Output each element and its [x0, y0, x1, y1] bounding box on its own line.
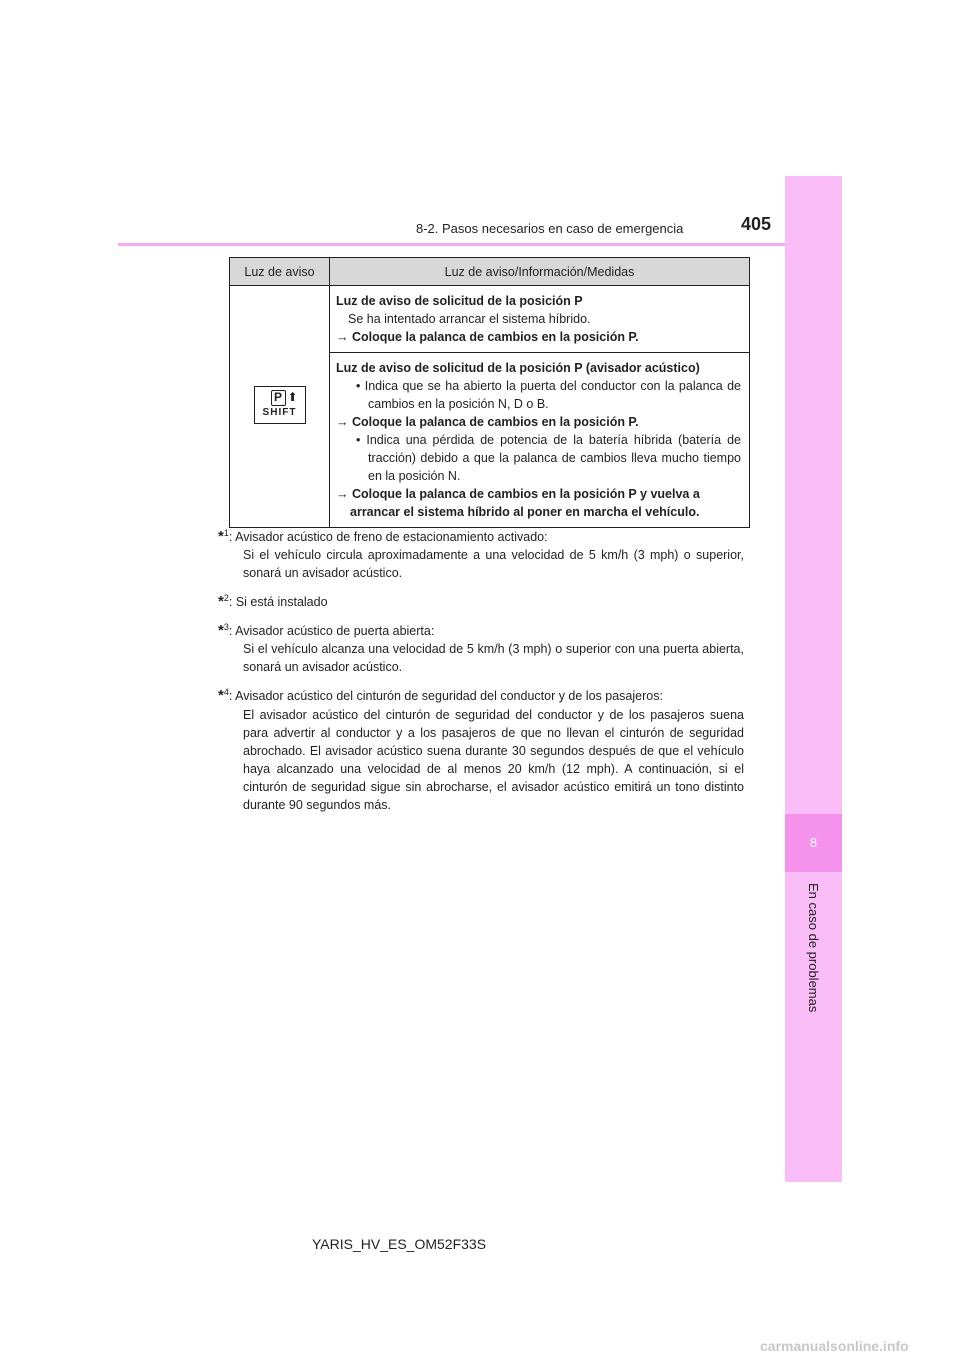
footnote: *$^3$: Avisador acústico de puerta abierta: Si el vehículo alcanza una velocidad de 5 km/h (3 mph) o superior con una puerta abierta, sonará un avisador acústico.: [218, 622, 744, 675]
column-header-light: Luz de aviso: [230, 258, 330, 286]
chapter-title-tab: [785, 883, 842, 1013]
row-action: → Coloque la palanca de cambios en la posición P.: [336, 330, 639, 344]
footnote: *$^2$: Si está instalado: [218, 593, 328, 611]
page-number: 405: [741, 214, 772, 234]
footnote: *$^4$: Avisador acústico del cinturón de seguridad del conductor y de los pasajeros: El avisador acústico del cinturón de seguridad del conductor y de los pasajeros suena para advertir al conductor y a los pasajeros de que no llevan el cinturón de seguridad abrochado. El avisador acústico suena durante 30 segundos después de que el vehículo haya alcanzado una velocidad de al menos 20 km/h (12 mph). A continuación, si el cinturón de seguridad sigue sin abrocharse, el avisador acústico emitirá un tono distinto durante 90 segundos más.: [218, 687, 744, 812]
row-heading: Luz de aviso de solicitud de la posición P (avisador acústico): [336, 361, 700, 375]
row-description: Se ha intentado arrancar el sistema híbrido.: [348, 312, 591, 326]
header-divider: [118, 243, 842, 246]
asterisk-mark: *: [218, 528, 224, 546]
row-heading: Luz de aviso de solicitud de la posición P: [336, 294, 583, 308]
row-action: → Coloque la palanca de cambios en la posición P y vuelva a arrancar el sistema híbrido al poner en marcha el vehículo.: [336, 487, 700, 519]
info-cell: [330, 353, 750, 528]
footnote-body: Si el vehículo alcanza una velocidad de 5 km/h (3 mph) o superior con una puerta abierta, sonará un avisador acústico.: [243, 642, 744, 675]
chapter-title: En caso de problemas: [806, 883, 821, 1013]
p-letter: P: [271, 390, 286, 406]
shift-p-warning-icon: [254, 386, 306, 424]
footnote-number: 4: [223, 687, 229, 698]
footnote-title: Avisador acústico de puerta abierta:: [235, 624, 435, 639]
footnote-body: El avisador acústico del cinturón de seguridad del conductor y de los pasajeros suena para advertir al conductor y a los pasajeros de que no llevan el cinturón de seguridad abrochado. El avisador acústico suena durante 30 segundos después de que el vehículo haya alcanzado una velocidad de al menos 20 km/h (12 mph). A continuación, si el cinturón de seguridad sigue sin abrocharse, el avisador acústico emitirá un tono distinto durante 90 segundos más.: [243, 707, 744, 812]
warning-light-table: [229, 257, 750, 528]
footnote: *$^1$: Avisador acústico de freno de estacionamiento activado: Si el vehículo circula aproximadamente a una velocidad de 5 km/h (3 mph) o superior, sonará un avisador acústico.: [218, 528, 744, 581]
table-row: [230, 286, 750, 353]
asterisk-mark: *: [218, 593, 224, 611]
section-title: 8-2. Pasos necesarios en caso de emergencia: [416, 221, 684, 236]
asterisk-mark: *: [218, 622, 224, 640]
site-watermark: carmanualsonline.info: [760, 1338, 909, 1354]
up-arrow-icon: ⬆: [287, 390, 298, 404]
info-cell: [330, 286, 750, 353]
footnotes: [218, 524, 744, 821]
row-action: → Coloque la palanca de cambios en la posición P.: [336, 415, 639, 429]
column-header-info: Luz de aviso/Información/Medidas: [330, 258, 750, 286]
shift-label: SHIFT: [262, 407, 297, 418]
footnote-title: Avisador acústico del cinturón de seguridad del conductor y de los pasajeros:: [235, 689, 663, 704]
side-tab-background: [785, 176, 842, 814]
footnote-number: 1: [223, 528, 229, 538]
footnote-number: 3: [223, 622, 229, 633]
footnote-body: Si el vehículo circula aproximadamente a una velocidad de 5 km/h (3 mph) o superior, sonará un avisador acústico.: [243, 548, 744, 581]
footnote-title: Avisador acústico de freno de estacionamiento activado:: [235, 530, 548, 545]
row-bullet: • Indica una pérdida de potencia de la batería híbrida (batería de tracción) debido a que la palanca de cambios lleva mucho tiempo en la posición N.: [356, 433, 741, 483]
chapter-number-tab: 8: [785, 814, 842, 872]
row-bullet: • Indica que se ha abierto la puerta del conductor con la palanca de cambios en la posición N, D o B.: [356, 379, 741, 411]
asterisk-mark: *: [218, 687, 224, 705]
document-code: YARIS_HV_ES_OM52F33S: [312, 1236, 487, 1252]
footnote-number: 2: [223, 593, 229, 604]
footnote-title: Si está instalado: [235, 595, 328, 610]
warning-icon-cell: [230, 286, 330, 528]
table-header-row: [230, 258, 750, 286]
